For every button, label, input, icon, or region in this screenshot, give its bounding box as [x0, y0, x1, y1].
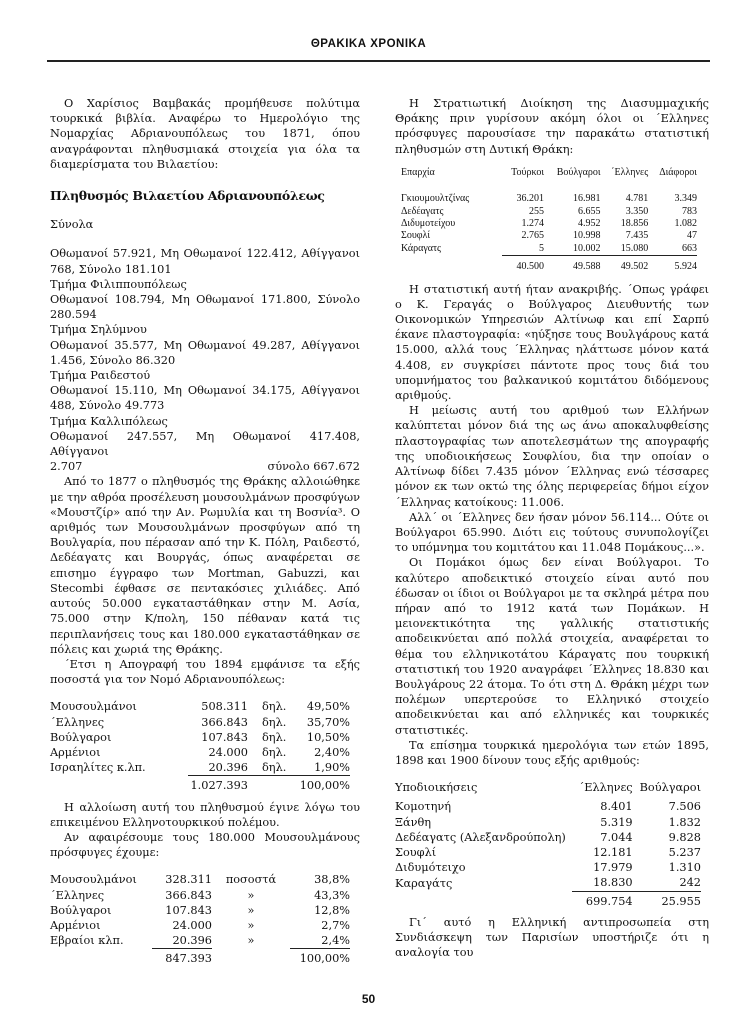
- value-cell: 5.319: [600, 815, 633, 829]
- table-row: [395, 815, 701, 830]
- table-row: [401, 206, 697, 218]
- section-name: Τμήμα Σηλύμνου: [50, 323, 147, 337]
- value-cell: 20.396: [188, 760, 248, 776]
- table-row: [50, 918, 350, 933]
- value-cell: 24.000: [208, 745, 248, 759]
- total-row: [395, 891, 701, 909]
- spacer-cell: [248, 776, 292, 794]
- row-label: Βούλγαροι: [50, 730, 112, 744]
- total-percent: 100,00%: [299, 779, 350, 793]
- header-rule: [47, 60, 710, 62]
- column-header: Επαρχία: [401, 166, 435, 178]
- column-header: Βούλγαροι: [556, 166, 601, 178]
- table-row: [50, 888, 350, 903]
- section-text: Οθωμανοί 247.557, Μη Οθωμανοί 417.408, Αθίγγανοι: [50, 429, 360, 459]
- value-cell: 8.401: [600, 800, 633, 814]
- table-row: [50, 933, 350, 949]
- section-name: Τμήμα Φιλιππουπόλεως: [50, 277, 187, 291]
- total-value: 5.924: [648, 256, 697, 274]
- section-name: Τμήμα Ραιδεστού: [50, 369, 151, 383]
- value-cell: 663: [682, 242, 697, 254]
- percent-cell: 1,90%: [292, 760, 350, 776]
- value-cell: 9.828: [668, 830, 701, 844]
- left-column: [50, 96, 360, 973]
- column-header: Τούρκοι: [511, 166, 545, 178]
- table-row: [401, 230, 697, 242]
- percentage-label: »: [247, 903, 255, 917]
- total-value: 699.754: [585, 894, 633, 908]
- right-column: [395, 96, 709, 960]
- section-last-line: [50, 459, 360, 474]
- table-row: [50, 699, 350, 714]
- value-cell: 15.080: [620, 242, 649, 254]
- last-line-left: 2.707: [50, 460, 83, 474]
- value-cell: 107.843: [201, 730, 248, 744]
- value-cell: 18.856: [620, 218, 649, 230]
- paragraph: Η στατιστική αυτή ήταν ανακριβής. ΄Οπως γράφει ο Κ. Γεραγάς ο Βούλγαρος Διευθυντής των Οικονομικών Υπηρεσιών Αλτίνωφ και επί Σαρπύ έκανε πλαστογραφία: «ηύξησε τους Βουλγάρους κατά 15.000, αλλά τους ΄Ελληνας ηλάττωσε μόνον κατά 4.408, εν συγκρίσει πάντοτε προς τους διά του υπομνήματος του βαλκανικού κομιτάτου διδόμενους αριθμούς.: [395, 282, 709, 403]
- total-value: 847.393: [165, 952, 212, 966]
- value-cell: 783: [682, 205, 697, 217]
- row-label: Δεδέαγατς: [401, 205, 444, 217]
- percentage-label: »: [247, 888, 255, 902]
- percent-cell: 2,4%: [290, 933, 350, 949]
- row-label: Μουσουλμάνοι: [50, 873, 137, 887]
- value-cell: 366.843: [165, 888, 212, 902]
- value-cell: 7.044: [600, 830, 633, 844]
- table-row: [50, 760, 350, 776]
- value-cell: 242: [633, 875, 701, 891]
- column-header: ΄Ελληνες: [611, 166, 649, 178]
- row-label: Διδυμότειχο: [395, 861, 466, 875]
- paragraph: Τα επίσημα τουρκικά ημερολόγια των ετών 1895, 1898 και 1900 δίνουν τους εξής αριθμούς:: [395, 738, 709, 767]
- row-label: ΄Ελληνες: [50, 715, 105, 729]
- column-header: Υποδιοικήσεις: [395, 781, 478, 795]
- total-value: 40.500: [502, 256, 544, 274]
- value-cell: 18.830: [572, 875, 632, 891]
- paragraph: Γι΄ αυτό η Ελληνική αντιπροσωπεία στη Συνδιάσκεψη των Παρισίων υποστήριζε ότι η αναλογία του: [395, 915, 709, 960]
- percent-cell: 2,7%: [321, 918, 350, 932]
- census-1894-table: [50, 699, 350, 793]
- row-label: Γκιουμουλτζίνας: [401, 193, 470, 205]
- percentage-label: ποσοστά: [225, 873, 277, 887]
- value-cell: 4.781: [625, 193, 649, 205]
- total-value: 1.027.393: [190, 779, 248, 793]
- running-header: ΘΡΑΚΙΚΑ ΧΡΟΝΙΚΑ: [310, 38, 427, 50]
- total-value: 25.955: [661, 894, 701, 908]
- value-cell: 1.274: [521, 218, 545, 230]
- abbr-cell: δηλ.: [262, 715, 287, 729]
- percent-cell: 12,8%: [314, 903, 350, 917]
- total-row: [50, 949, 350, 967]
- adjusted-population-table: [50, 872, 350, 966]
- table-row: [50, 730, 350, 745]
- intro-paragraph: Ο Χαρίσιος Βαμβακάς προμήθευσε πολύτιμα τουρκικά βιβλία. Αναφέρω το Ημερολόγιο της Νομαρχίας Αδριανουπόλεως του 1871, όπου αναγράφονται πληθυσμιακά στοιχεία για όλα τα διαμερίσματα του Βιλαετίου:: [50, 97, 360, 171]
- value-cell: 107.843: [165, 903, 212, 917]
- row-label: Σουφλί: [401, 230, 431, 242]
- spacer-cell: [50, 949, 152, 967]
- spacer-cell: [395, 891, 572, 909]
- percent-cell: 43,3%: [314, 888, 350, 902]
- table-row: [50, 872, 350, 887]
- total-row: [50, 776, 350, 794]
- abbr-cell: δηλ.: [262, 700, 287, 714]
- value-cell: 255: [529, 205, 545, 217]
- western-thrace-statistics-table: [401, 167, 697, 274]
- row-label: Δεδέαγατς (Αλεξανδρούπολη): [395, 830, 566, 844]
- section-text: Οθωμανοί 108.794, Μη Οθωμανοί 171.800, Σύνολο 280.594: [50, 293, 360, 322]
- value-cell: 1.082: [674, 218, 697, 230]
- value-cell: 1.310: [668, 861, 701, 875]
- total-value: 49.502: [601, 256, 649, 274]
- row-label: ΄Ελληνες: [50, 888, 105, 902]
- total-percent: 100,00%: [299, 952, 350, 966]
- value-cell: 508.311: [201, 700, 248, 714]
- column-header: ΄Ελληνες: [578, 781, 633, 795]
- abbr-cell: δηλ.: [262, 745, 287, 759]
- header-row: [401, 167, 697, 193]
- total-value: 49.588: [544, 256, 601, 274]
- value-cell: 3.350: [625, 205, 649, 217]
- table-row: [395, 799, 701, 814]
- value-cell: 4.952: [578, 218, 601, 230]
- value-cell: 6.655: [578, 205, 601, 217]
- row-label: Βούλγαροι: [50, 903, 112, 917]
- percentage-label: »: [247, 934, 255, 948]
- section-heading: Πληθυσμός Βιλαετίου Αδριανουπόλεως: [50, 188, 325, 204]
- section-name: Τμήμα Καλλιπόλεως: [50, 414, 168, 428]
- paragraph: Η Στρατιωτική Διοίκηση της Διασυμμαχικής Θράκης πριν γυρίσουν ακόμη όλοι οι ΄Ελληνες πρόσφυγες παρουσίασε την παρακάτω στατιστική πληθυσμών στη Δυτική Θράκη:: [395, 97, 709, 156]
- row-label: Ξάνθη: [395, 815, 432, 829]
- percentage-label: »: [247, 918, 255, 932]
- value-cell: 328.311: [165, 873, 212, 887]
- row-label: Αρμένιοι: [50, 745, 101, 759]
- value-cell: 2.765: [521, 230, 545, 242]
- table-row: [395, 860, 701, 875]
- paragraph: Από το 1877 ο πληθυσμός της Θράκης αλλοιώθηκε με την αθρόα προσέλευση μουσουλμάνων προσφύγων «Μουστζίρ» από την Αν. Ρωμυλία και τη Βοσνία³. Ο αριθμός των Μουσουλμάνων προσφύγων από τη Βουλγαρία, που πέρασαν από την Κ. Πόλη, Ραιδεστό, Δεδέαγατς και Βουργάς, όπως αναφέρεται σε επισημο έγγραφο των Mortman, Gabuzzi, και Stecombi έφθασε σε πεντακόσιες χιλιάδες. Από αυτούς 50.000 εγκαταστάθηκαν στην Μ. Ασία, 75.000 στην Κ/πολη, 150 πέθαναν κατά τις περιπλανήσεις τους και 180.000 εγκαταστάθηκαν σε πόλεις και χωριά της Θράκης.: [50, 475, 360, 656]
- value-cell: 24.000: [172, 918, 212, 932]
- row-label: Ισραηλίτες κ.λπ.: [50, 761, 146, 775]
- value-cell: 5.237: [668, 845, 701, 859]
- section-text: Οθωμανοί 35.577, Μη Οθωμανοί 49.287, Αθίγγανοι 1.456, Σύνολο 86.320: [50, 338, 360, 367]
- row-label: Εβραίοι κλπ.: [50, 934, 124, 948]
- ottoman-yearbooks-table: [395, 780, 701, 909]
- row-label: Σουφλί: [395, 845, 437, 859]
- value-cell: 7.506: [668, 800, 701, 814]
- totals-text: Οθωμανοί 57.921, Μη Οθωμανοί 122.412, Αθίγγανοι 768, Σύνολο 181.101: [50, 247, 360, 276]
- table-row: [401, 243, 697, 256]
- row-label: Μουσουλμάνοι: [50, 700, 137, 714]
- spacer-cell: [50, 776, 188, 794]
- paragraph: Αν αφαιρέσουμε τους 180.000 Μουσουλμάνους πρόσφυγες έχουμε:: [50, 830, 360, 860]
- paragraph: Οι Πομάκοι όμως δεν είναι Βούλγαροι. Το καλύτερο αποδεικτικό στοιχείο είναι αυτό που έδωσαν οι ίδιοι οι Βούλγαροι με τα σκληρά μέτρα που πήραν από το 1912 κατά των Πομάκων. Η μειονεκτικότητα της γαλλικής στατιστικής αποδεικνύεται από πολλά στοιχεία, αναφέρεται το θέμα του ελληνικοτάτου Κάραγατς που τουρκική στατιστική του 1920 αναγράφει ΄Ελληνες 18.830 και Βουλγάρους 22 άτομα. Το ότι στη Δ. Θράκη μέχρι των πολέμων υπερτερούσε το Ελληνικό στοιχείο αποδεικνύεται και από ελληνικές και τουρκικές στατιστικές.: [395, 556, 709, 737]
- value-cell: 17.979: [593, 861, 633, 875]
- value-cell: 1.832: [668, 815, 701, 829]
- row-label: Καραγάτς: [395, 876, 453, 890]
- percent-cell: 2,40%: [314, 745, 350, 759]
- table-row: [395, 845, 701, 860]
- row-label: Κάραγατς: [401, 243, 441, 255]
- row-label: Αρμένιοι: [50, 918, 101, 932]
- value-cell: 36.201: [516, 193, 545, 205]
- value-cell: 47: [687, 230, 697, 242]
- table-row: [50, 903, 350, 918]
- column-header: Βούλγαροι: [639, 781, 701, 795]
- paragraph: Αλλ΄ οι ΄Ελληνες δεν ήσαν μόνον 56.114... Ούτε οι Βούλγαροι 65.990. Διότι εις τούτους συνυπολογίζει το υπόμνημα του κομιτάτου και 11.048 Πομάκους...».: [395, 510, 709, 555]
- value-cell: 7.435: [625, 230, 649, 242]
- total-row: [401, 256, 697, 274]
- page-number: 50: [361, 992, 376, 1006]
- percent-cell: 49,50%: [306, 700, 350, 714]
- abbr-cell: δηλ.: [248, 760, 292, 776]
- percent-cell: 38,8%: [314, 873, 350, 887]
- value-cell: 10.998: [573, 230, 601, 242]
- percent-cell: 10,50%: [306, 730, 350, 744]
- table-row: [395, 830, 701, 845]
- table-row: [395, 875, 701, 891]
- paragraph: Η μείωσις αυτή του αριθμού των Ελλήνων καλύπτεται μόνον διά της ως άνω αποκαλυφθείσης πλαστογραφίας των αποτελεσμάτων της απογραφής της υποδιοικήσεως Σουφλίου, δια την οποίαν ο Αλτίνωφ δίδει 7.435 μόνον ΄Ελληνας ενώ τέσσαρες μόνον εκ των οκτώ της όλης περιφερείας δήμοι είχον ΄Ελληνας κατοίκους: 11.006.: [395, 404, 709, 509]
- column-header: Διάφοροι: [659, 166, 697, 178]
- value-cell: 3.349: [674, 193, 697, 205]
- table-row: [50, 715, 350, 730]
- row-label: Κομοτηνή: [395, 800, 452, 814]
- table-row: [401, 218, 697, 230]
- value-cell: 16.981: [573, 193, 601, 205]
- row-label: Διδυμοτείχου: [401, 218, 456, 230]
- value-cell: 10.002: [573, 242, 601, 254]
- table-row: [401, 193, 697, 205]
- value-cell: 20.396: [152, 933, 212, 949]
- section-text: Οθωμανοί 15.110, Μη Οθωμανοί 34.175, Αθίγγανοι 488, Σύνολο 49.773: [50, 384, 360, 413]
- paragraph: Η αλλοίωση αυτή του πληθυσμού έγινε λόγω του επικειμένου Ελληνοτουρκικού πολέμου.: [50, 800, 360, 829]
- value-cell: 366.843: [201, 715, 248, 729]
- totals-label: Σύνολα: [50, 218, 94, 232]
- header-row: [395, 780, 701, 799]
- spacer-cell: [212, 949, 290, 967]
- spacer-cell: [401, 256, 502, 274]
- value-cell: 5: [539, 242, 545, 254]
- percent-cell: 35,70%: [306, 715, 350, 729]
- abbr-cell: δηλ.: [262, 730, 287, 744]
- value-cell: 12.181: [593, 845, 633, 859]
- table-row: [50, 745, 350, 760]
- paragraph: ΄Ετσι η Απογραφή του 1894 εμφάνισε τα εξής ποσοστά για τον Νομό Αδριανουπόλεως:: [50, 657, 360, 687]
- last-line-right: σύνολο 667.672: [267, 460, 360, 474]
